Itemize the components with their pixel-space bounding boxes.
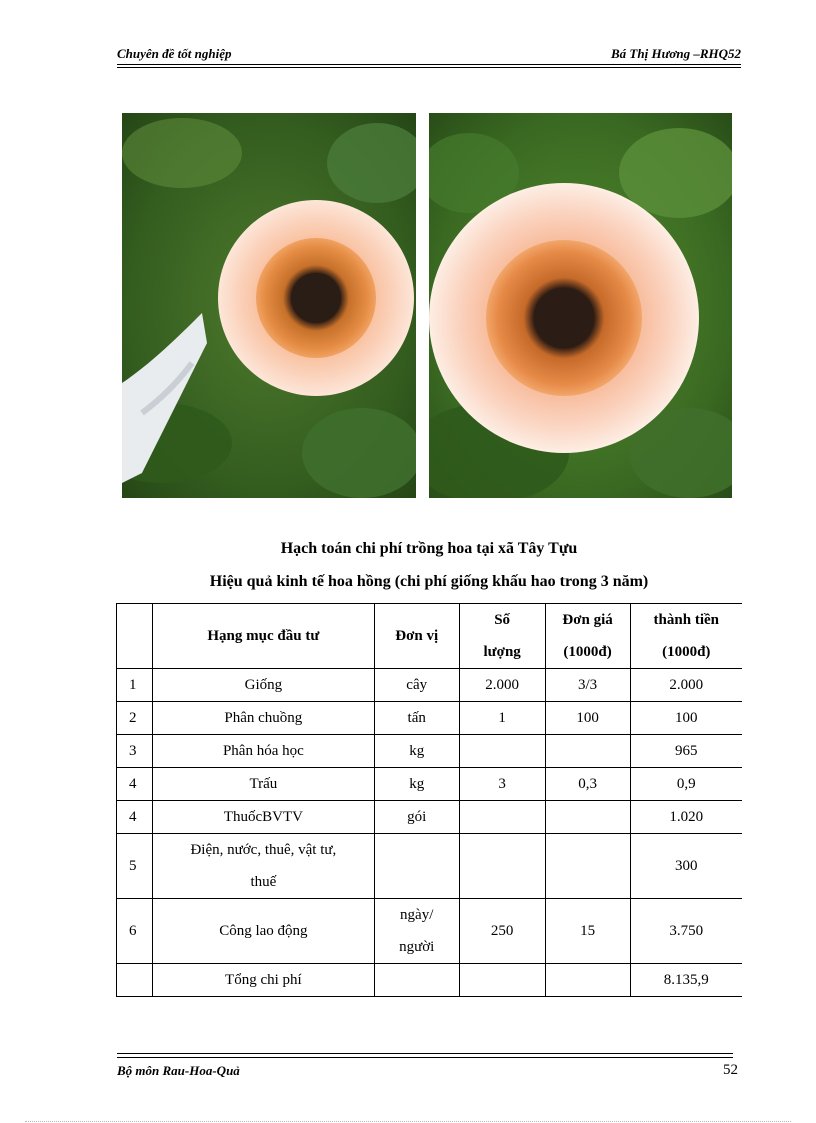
cell-item-line1: Điện, nước, thuê, vật tư, — [190, 842, 337, 858]
cell-quantity: 1 — [459, 702, 545, 735]
header-unit: Đơn vị — [374, 604, 459, 669]
table-row — [117, 669, 743, 702]
header-total-line2: (1000đ) — [662, 644, 711, 660]
cell-item: Phân chuồng — [152, 702, 374, 735]
cell-unit — [374, 834, 459, 899]
cell-item — [152, 834, 374, 899]
cell-total: 965 — [630, 735, 742, 768]
cell-unit-line2: người — [399, 939, 435, 955]
cell-item: ThuốcBVTV — [152, 801, 374, 834]
table-row — [117, 834, 743, 899]
table-total-row — [117, 964, 743, 997]
cell-unit: gói — [374, 801, 459, 834]
cell-unit: tấn — [374, 702, 459, 735]
gerbera-photo-right — [429, 113, 732, 498]
cell-quantity: 2.000 — [459, 669, 545, 702]
cell-unit — [374, 899, 459, 964]
cell-unit: kg — [374, 768, 459, 801]
header-price-line2: (1000đ) — [563, 644, 612, 660]
cell-stt: 1 — [117, 669, 153, 702]
cell-total: 3.750 — [630, 899, 742, 964]
cell-quantity — [459, 801, 545, 834]
cell-total: 2.000 — [630, 669, 742, 702]
cell-price — [545, 834, 630, 899]
cell-item: Công lao động — [152, 899, 374, 964]
table-row — [117, 899, 743, 964]
cell-stt — [117, 964, 153, 997]
cell-stt: 4 — [117, 768, 153, 801]
cell-total: 300 — [630, 834, 742, 899]
cell-item-line2: thuế — [250, 874, 277, 890]
header-rule — [117, 64, 741, 65]
header-quantity-line1: Số — [494, 612, 511, 628]
cell-total: 8.135,9 — [630, 964, 742, 997]
cell-item: Giống — [152, 669, 374, 702]
page-bottom-border — [25, 1121, 791, 1122]
cell-unit: kg — [374, 735, 459, 768]
gerbera-photo-left — [122, 113, 416, 498]
cell-stt: 5 — [117, 834, 153, 899]
cell-quantity — [459, 964, 545, 997]
table-row — [117, 768, 743, 801]
page-header — [117, 46, 741, 62]
cell-item: Trấu — [152, 768, 374, 801]
header-quantity — [459, 604, 545, 669]
header-rule-thin — [117, 67, 741, 68]
header-price-line1: Đơn giá — [562, 612, 613, 628]
table-header-row — [117, 604, 743, 669]
header-stt — [117, 604, 153, 669]
footer-rule-thin — [117, 1057, 733, 1058]
cell-total: 100 — [630, 702, 742, 735]
cell-price: 0,3 — [545, 768, 630, 801]
cell-price — [545, 735, 630, 768]
footer-rule — [117, 1053, 733, 1054]
cell-price: 100 — [545, 702, 630, 735]
footer-left-text: Bộ môn Rau-Hoa-Quả — [117, 1063, 240, 1078]
header-total-line1: thành tiền — [653, 612, 719, 628]
page-number: 52 — [723, 1062, 738, 1078]
cell-price — [545, 801, 630, 834]
cost-table — [116, 603, 742, 997]
cell-stt: 3 — [117, 735, 153, 768]
header-left-text: Chuyên đề tốt nghiệp — [117, 46, 232, 61]
cell-unit-line1: ngày/ — [400, 907, 434, 923]
cell-stt: 2 — [117, 702, 153, 735]
table-row — [117, 801, 743, 834]
cell-stt: 6 — [117, 899, 153, 964]
table-row — [117, 735, 743, 768]
cell-quantity: 250 — [459, 899, 545, 964]
header-quantity-line2: lượng — [483, 644, 521, 660]
header-right-text: Bá Thị Hương –RHQ52 — [611, 46, 741, 61]
cell-item: Tổng chi phí — [152, 964, 374, 997]
cell-quantity: 3 — [459, 768, 545, 801]
cell-price: 3/3 — [545, 669, 630, 702]
table-title: Hạch toán chi phí trồng hoa tại xã Tây Tựu — [280, 540, 578, 557]
cell-price: 15 — [545, 899, 630, 964]
cell-quantity — [459, 735, 545, 768]
cell-unit: cây — [374, 669, 459, 702]
table-row — [117, 702, 743, 735]
header-item: Hạng mục đầu tư — [152, 604, 374, 669]
table-subtitle: Hiệu quả kinh tế hoa hồng (chi phí giống khấu hao trong 3 năm) — [209, 573, 649, 590]
cell-total: 1.020 — [630, 801, 742, 834]
header-price — [545, 604, 630, 669]
header-total — [630, 604, 742, 669]
cell-item: Phân hóa học — [152, 735, 374, 768]
cell-quantity — [459, 834, 545, 899]
cell-price — [545, 964, 630, 997]
cell-unit — [374, 964, 459, 997]
cell-stt: 4 — [117, 801, 153, 834]
cell-total: 0,9 — [630, 768, 742, 801]
